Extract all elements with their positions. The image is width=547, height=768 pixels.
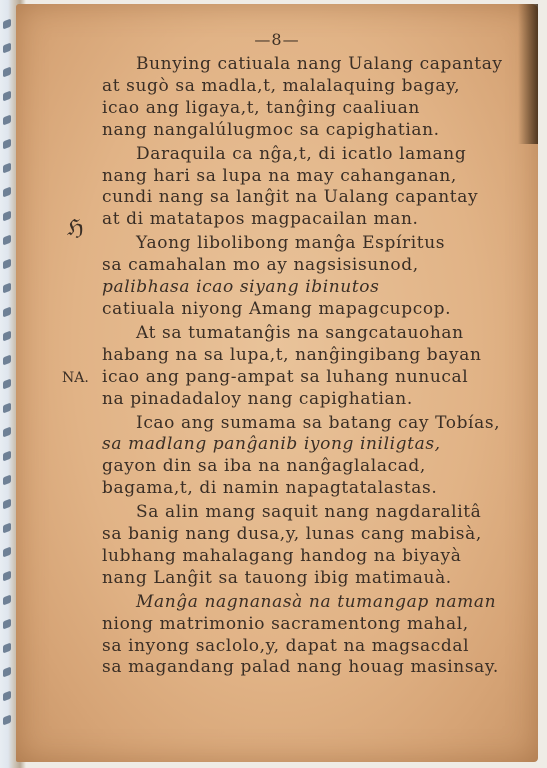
verse-line: Sa alin mang saquit nang nagdaralitâ [136,502,482,523]
verse-line: habang na sa lupa,t, nanĝingibang bayan [102,344,482,365]
verse-body [102,54,532,681]
verse-line: At sa tumatanĝis na sangcatauohan [136,322,464,343]
stanza [102,413,532,501]
verse-line: sa inyong saclolo,y, dapat na magsacdal [102,635,470,656]
book-page [16,4,538,762]
verse-line: Icao ang sumama sa batang cay Tobías, [136,412,501,433]
verse-line: Yaong libolibong manĝa Espíritus [136,233,446,254]
stanza [102,502,532,590]
verse-line: cundi nang sa lanĝit na Ualang capantay [102,187,479,208]
verse-line: sa banig nang dusa,y, lunas cang mabisà, [102,524,482,545]
verse-line: Bunying catiuala nang Ualang capantay [136,54,503,74]
verse-line: na pinadadaloy nang capighatian. [102,388,413,409]
verse-line: palibhasa icao siyang ibinutos [102,277,380,298]
verse-line: icao ang pang-ampat sa luhang nunucal [102,366,469,387]
margin-note: NA. [62,370,89,386]
verse-line: lubhang mahalagang handog na biyayà [102,545,462,566]
verse-line: at di matatapos magpacailan man. [102,209,419,230]
verse-line: sa magandang palad nang houag masinsay. [102,657,499,678]
verse-line: sa madlang panĝanib iyong iniligtas, [102,434,441,455]
verse-line: catiuala niyong Amang mapagcupcop. [102,298,452,319]
margin-ornament: ℌ [67,216,84,241]
verse-line: bagama,t, di namin napagtatalastas. [102,478,438,499]
verse-line: gayon din sa iba na nanĝaglalacad, [102,456,426,477]
stanza [102,323,532,411]
stanza [102,592,532,680]
notebook-binding [0,20,14,760]
verse-line: niong matrimonio sacramentong mahal, [102,613,469,634]
verse-line: at sugò sa madla,t, malalaquing bagay, [102,75,461,96]
stanza [102,144,532,232]
verse-line: nang Lanĝit sa tauong ibig matimauà. [102,567,452,588]
verse-line: nang hari sa lupa na may cahanganan, [102,165,457,186]
verse-line: icao ang ligaya,t, tanĝing caaliuan [102,97,420,118]
verse-line: sa camahalan mo ay nagsisisunod, [102,255,419,276]
verse-line: Manĝa nagnanasà na tumangap naman [136,591,497,612]
stanza [102,54,532,142]
verse-line: nang nangalúlugmoc sa capighatian. [102,119,440,140]
stanza [102,233,532,321]
page-number: —8— [254,30,300,49]
verse-line: Daraquila ca nĝa,t, di icatlo lamang [136,143,467,164]
